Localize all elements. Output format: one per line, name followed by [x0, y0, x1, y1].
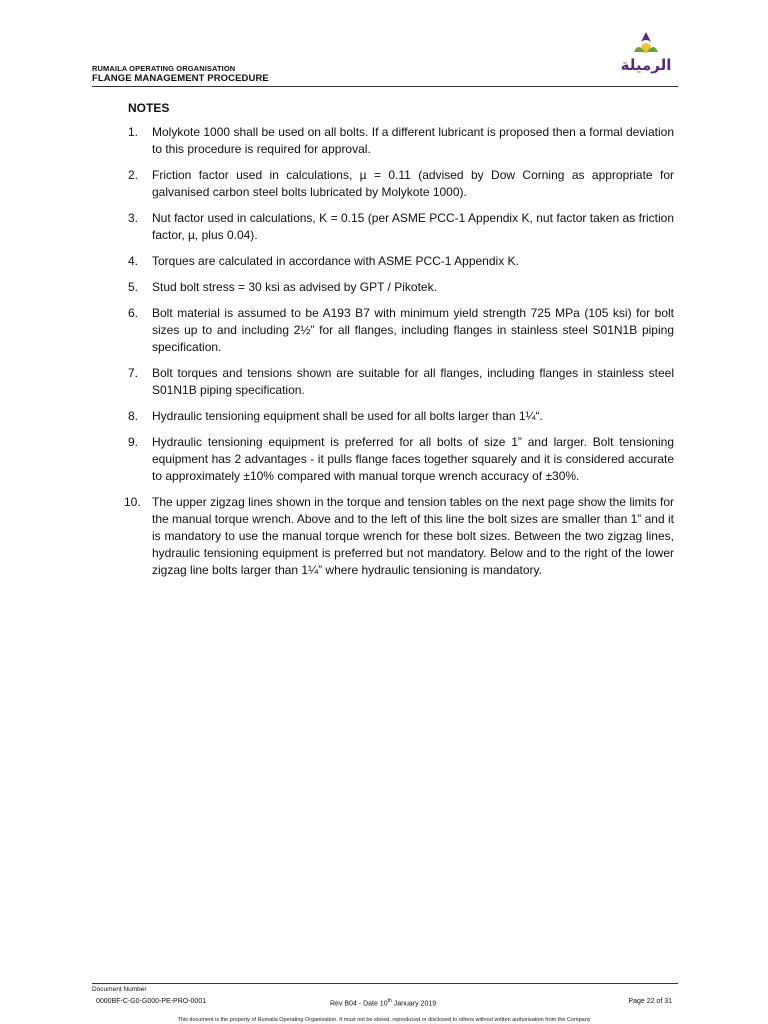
note-text: Bolt torques and tensions shown are suitable for all flanges, including flanges in stainless steel S01N1B piping specification. — [152, 366, 674, 397]
revision-prefix: Rev B04 - Date 10 — [330, 1000, 388, 1008]
property-disclaimer: This document is the property of Rumaila Operating Organisation. It must not be stored, reproduced or disclosed to others without written authorisation from the Company — [177, 1017, 591, 1023]
note-number: 6. — [128, 306, 139, 320]
revision-ordinal: th — [387, 998, 392, 1004]
document-number: 0000BF-C-G0-G000-PE-PRO-0001 — [96, 998, 207, 1005]
note-item — [128, 365, 674, 399]
note-text: Stud bolt stress = 30 ksi as advised by GPT / Pikotek. — [152, 280, 437, 294]
note-text: Hydraulic tensioning equipment shall be used for all bolts larger than 1¼“. — [152, 409, 543, 423]
note-number: 2. — [128, 168, 139, 182]
notes-heading: NOTES — [128, 101, 170, 115]
notes-section — [124, 101, 674, 588]
note-item — [128, 167, 674, 201]
organisation-name: RUMAILA OPERATING ORGANISATION — [92, 64, 236, 73]
note-text: Bolt material is assumed to be A193 B7 with minimum yield strength 725 MPa (105 ksi) for bolt sizes up to and including 2½” for all flanges, including flanges in stainless steel S01N1B piping specification. — [152, 306, 674, 354]
document-title: FLANGE MANAGEMENT PROCEDURE — [92, 73, 269, 84]
note-text: Molykote 1000 shall be used on all bolts. If a different lubricant is proposed then a formal deviation to this procedure is required for approval. — [152, 125, 674, 156]
note-item — [128, 210, 674, 244]
note-number: 8. — [128, 409, 139, 423]
note-number: 10. — [124, 495, 141, 509]
note-number: 4. — [128, 254, 139, 268]
note-number: 3. — [128, 211, 139, 225]
document-number-label: Document Number — [92, 986, 147, 993]
note-text: Friction factor used in calculations, µ = 0.11 (advised by Dow Corning as appropriate for galvanised carbon steel bolts lubricated by Molykote 1000). — [152, 168, 674, 199]
note-item — [128, 305, 674, 356]
note-item — [124, 494, 674, 579]
note-number: 9. — [128, 435, 139, 449]
revision-date — [330, 998, 436, 1007]
note-text: Torques are calculated in accordance with ASME PCC-1 Appendix K. — [152, 254, 519, 268]
rumaila-logo — [618, 30, 674, 76]
revision-suffix: January 2019 — [391, 1000, 437, 1008]
note-item — [128, 434, 674, 485]
note-item — [128, 279, 674, 296]
note-text: Nut factor used in calculations, K = 0.15 (per ASME PCC-1 Appendix K, nut factor taken as friction factor, µ, plus 0.04). — [152, 211, 674, 242]
page-header — [92, 30, 678, 87]
page-number: Page 22 of 31 — [628, 998, 672, 1005]
note-item — [128, 408, 674, 425]
note-number: 7. — [128, 366, 139, 380]
note-number: 1. — [128, 125, 139, 139]
note-item — [128, 124, 674, 158]
page-footer — [92, 983, 678, 1008]
note-number: 5. — [128, 280, 139, 294]
logo-wordmark: الرميلة — [620, 56, 672, 74]
notes-list — [124, 124, 674, 579]
note-text: Hydraulic tensioning equipment is preferred for all bolts of size 1” and larger. Bolt tensioning equipment has 2 advantages - it pulls flange faces together squarely and it is considered accurate to approximately ±10% compared with manual torque wrench accuracy of ±30%. — [152, 435, 674, 483]
note-text: The upper zigzag lines shown in the torque and tension tables on the next page show the limits for the manual torque wrench. Above and to the left of this line the bolt sizes are smaller than 1” and it is mandatory to use the manual torque wrench for these bolt sizes. Between the two zigzag lines, hydraulic tensioning equipment is preferred but not mandatory. Below and to the right of the lower zigzag line bolts larger than 1¼” where hydraulic tensioning is mandatory. — [152, 495, 674, 577]
note-item — [128, 253, 674, 270]
